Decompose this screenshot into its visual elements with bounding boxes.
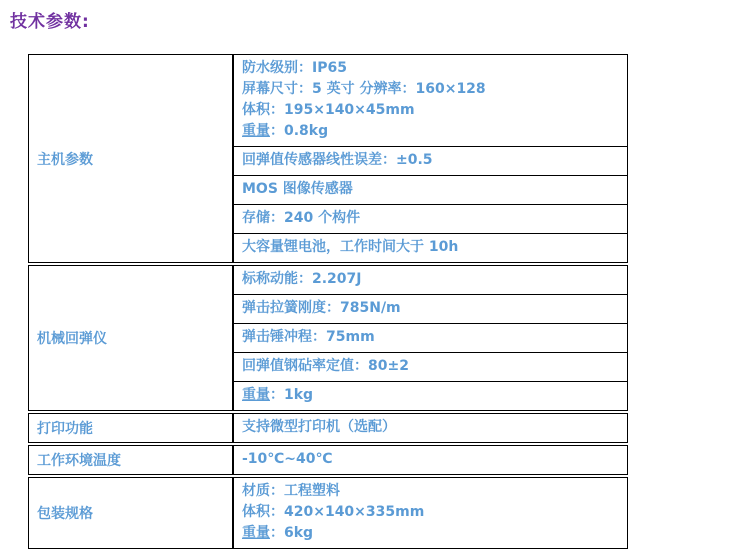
spec-row (234, 382, 627, 410)
spec-section-row (28, 477, 628, 549)
section-content (233, 413, 628, 443)
spec-line: MOS 图像传感器 (242, 181, 353, 197)
spec-row (234, 295, 627, 324)
spec-row (234, 147, 627, 176)
spec-row (234, 353, 627, 382)
section-label: 主机参数 (28, 54, 233, 263)
spec-section-row (28, 54, 628, 263)
spec-line: 重量：1kg (242, 387, 314, 403)
spec-line: 重量：6kg (242, 525, 314, 541)
spec-row (234, 234, 627, 262)
spec-section-row (28, 265, 628, 411)
spec-line: 体积：420×140×335mm (242, 504, 425, 520)
section-label: 机械回弹仪 (28, 265, 233, 411)
spec-line: 支持微型打印机（选配） (242, 419, 396, 435)
section-content (233, 445, 628, 475)
spec-row (234, 266, 627, 295)
section-label: 打印功能 (28, 413, 233, 443)
spec-section-row (28, 413, 628, 443)
underlined-text: 重量 (242, 123, 270, 139)
spec-line: 防水级别：IP65 (242, 60, 347, 76)
spec-line: 存储：240 个构件 (242, 210, 361, 226)
page-title: 技术参数: (10, 12, 90, 32)
section-content (233, 54, 628, 263)
spec-line: 弹击拉簧刚度：785N/m (242, 300, 401, 316)
underlined-text: 重量 (242, 387, 270, 403)
section-content (233, 265, 628, 411)
spec-row (234, 55, 627, 147)
spec-row (234, 414, 627, 442)
spec-line: 材质：工程塑料 (242, 483, 340, 499)
spec-row (234, 176, 627, 205)
spec-section-row (28, 445, 628, 475)
spec-line: 弹击锤冲程：75mm (242, 329, 375, 345)
spec-row (234, 324, 627, 353)
spec-line: 体积：195×140×45mm (242, 102, 415, 118)
section-label: 包装规格 (28, 477, 233, 549)
spec-table-body (28, 54, 628, 549)
underlined-text: 重量 (242, 525, 270, 541)
spec-table (28, 52, 628, 551)
spec-line: 回弹值传感器线性误差：±0.5 (242, 152, 433, 168)
spec-row (234, 205, 627, 234)
section-label: 工作环境温度 (28, 445, 233, 475)
spec-row (234, 478, 627, 548)
spec-line: -10℃~40℃ (242, 451, 333, 467)
section-content (233, 477, 628, 549)
spec-line: 大容量锂电池，工作时间大于 10h (242, 239, 459, 255)
spec-line: 回弹值钢砧率定值：80±2 (242, 358, 409, 374)
spec-line: 标称动能：2.207J (242, 271, 362, 287)
spec-line: 重量：0.8kg (242, 123, 329, 139)
spec-row (234, 446, 627, 474)
spec-line: 屏幕尺寸：5 英寸 分辨率：160×128 (242, 81, 486, 97)
